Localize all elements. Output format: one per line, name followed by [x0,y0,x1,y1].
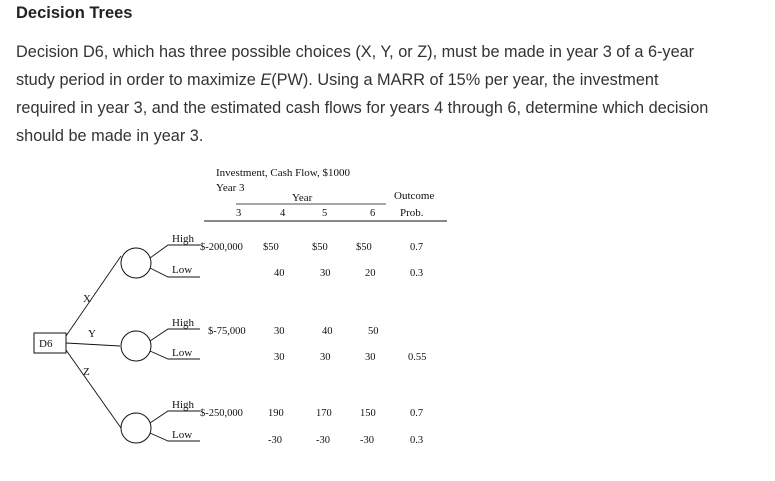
outcome-y-high-branch [150,329,200,341]
y-high-cf-4: 30 [274,326,285,337]
branch-x-label: X [83,293,91,305]
year-label: Year [292,192,313,204]
chance-node-y [121,331,151,361]
z-prob-high: 0.7 [410,408,424,419]
x-prob-low: 0.3 [410,268,424,279]
z-prob-low: 0.3 [410,435,424,446]
z-high-label: High [172,399,194,411]
z-low-cf-6: -30 [360,435,374,446]
x-low-cf-6: 20 [365,268,376,279]
outcome-z-high-branch [150,411,200,423]
x-high-cf-6: $50 [356,242,372,253]
x-prob-high: 0.7 [410,242,424,253]
y-high-label: High [172,317,194,329]
column-year-3: 3 [236,208,242,219]
statement-line-4: should be made in year 3. [16,127,204,145]
x-high-cf-5: $50 [312,242,328,253]
statement-line-2-start: study period in order to maximize [16,71,261,89]
y-prob-low: 0.55 [408,352,427,363]
z-investment: $-250,000 [200,408,243,419]
decision-node-label: D6 [39,338,53,350]
y-high-cf-5: 40 [322,326,333,337]
x-low-cf-5: 30 [320,268,331,279]
branch-y-line [66,343,120,346]
branch-z-label: Z [83,366,90,378]
z-high-cf-6: 150 [360,408,376,419]
expected-value-symbol: E [260,71,272,89]
y-high-cf-6: 50 [368,326,379,337]
x-low-label: Low [172,264,193,276]
section-heading: Decision Trees [16,4,133,22]
y-low-cf-6: 30 [365,352,376,363]
z-low-label: Low [172,429,193,441]
statement-line-1: Decision D6, which has three possible choices (X, Y, or Z), must be made in year 3 of a 6-year [16,43,695,61]
statement-line-2-end: (PW). Using a MARR of 15% per year, the investment [271,71,659,89]
figure-title: Investment, Cash Flow, $1000 [216,167,351,179]
x-high-label: High [172,233,194,245]
y-low-cf-5: 30 [320,352,331,363]
branch-y-label: Y [88,328,96,340]
x-investment: $-200,000 [200,242,243,253]
branch-x-line [66,256,121,336]
y-low-cf-4: 30 [274,352,285,363]
z-low-cf-4: -30 [268,435,282,446]
prob-label: Prob. [400,207,424,219]
year3-label: Year 3 [216,182,245,194]
outcome-x-high-branch [150,245,200,258]
column-year-5: 5 [322,208,328,219]
z-low-cf-5: -30 [316,435,330,446]
chance-node-x [121,248,151,278]
z-high-cf-4: 190 [268,408,284,419]
y-investment: $-75,000 [208,326,246,337]
branch-z-line [66,350,121,428]
x-low-cf-4: 40 [274,268,285,279]
outcome-label: Outcome [394,190,435,202]
column-year-6: 6 [370,208,376,219]
z-high-cf-5: 170 [316,408,332,419]
statement-line-3: required in year 3, and the estimated cash flows for years 4 through 6, determine which decision [16,99,709,117]
x-high-cf-4: $50 [263,242,279,253]
y-low-label: Low [172,347,193,359]
column-year-4: 4 [280,208,286,219]
chance-node-z [121,413,151,443]
